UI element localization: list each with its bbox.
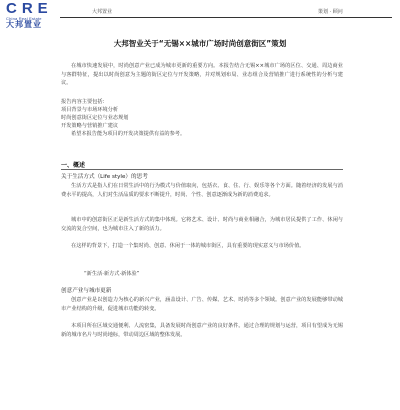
document-title: 大邦智业关于“无锡××城市广场时尚创意街区”策划: [113, 39, 287, 48]
quote-line: “新生活·新方式·新体验”: [84, 271, 140, 277]
section-divider: [61, 169, 343, 170]
body-paragraph: 生活方式是指人们在日常生活中的行为模式与价值取向，包括衣、食、住、行、娱乐等各个方面。随着经济的发展与消费水平的提高，人们对生活品质的要求不断提升，时尚、个性、创意逐渐成为新的消费追求。: [61, 183, 343, 198]
body-paragraph: 创意产业是以创造力为核心的新兴产业，涵盖设计、广告、传媒、艺术、时尚等多个领域。创意产业的发展能够带动城市产业结构的升级，促进城市功能的转变。: [61, 297, 343, 312]
header-service-label: 策划 · 顾问: [318, 9, 343, 15]
header-company-name: 大邦置业: [92, 9, 113, 15]
list-item: 时尚创意街区定位与业态规划: [61, 115, 129, 121]
body-paragraph: 在这样的背景下，打造一个集时尚、创意、休闲于一体的城市街区，具有重要的现实意义与市场价值。: [71, 243, 305, 249]
company-logo: [6, 2, 66, 28]
list-item: 项目背景与市场环境分析: [61, 107, 119, 113]
header-divider: [60, 17, 392, 18]
body-paragraph: 城市中的创意街区正是新生活方式的集中体现。它将艺术、设计、时尚与商业相融合，为城市居民提供了工作、休闲与交流的复合空间，也为城市注入了新的活力。: [61, 217, 343, 232]
section-heading: 一、概述: [61, 162, 86, 169]
logo-subtitle: China Real Estate: [6, 16, 42, 21]
body-paragraph: 本项目所在区域交通便利、人流密集，具备发展时尚创意产业的良好条件。通过合理的规划与运营，项目有望成为无锡新的城市名片与时尚地标，带动周边区域的整体发展。: [61, 323, 343, 338]
intro-paragraph: 在城市快速发展中，时尚创意产业已成为城市更新的重要方向。本报告结合无锡××城市广场的区位、交通、周边商业与客群特征，提出以时尚创意为主题的街区定位与开发策略，并对规划布局、业态组合及营销推广进行系统性的分析与建议。: [61, 63, 343, 87]
list-heading: 报告内容主要包括：: [61, 99, 108, 105]
section-subheading: 关于生活方式（Life style）的思考: [61, 174, 148, 180]
section-subheading: 创意产业与城市更新: [61, 288, 112, 294]
list-item: 开发策略与营销推广建议: [61, 123, 119, 129]
logo-text: CRE: [6, 0, 53, 17]
closing-line: 希望本报告能为项目的开发决策提供有益的参考。: [71, 131, 186, 137]
page-header: [0, 0, 400, 28]
logo-chinese-name: 大邦置业: [6, 20, 42, 29]
